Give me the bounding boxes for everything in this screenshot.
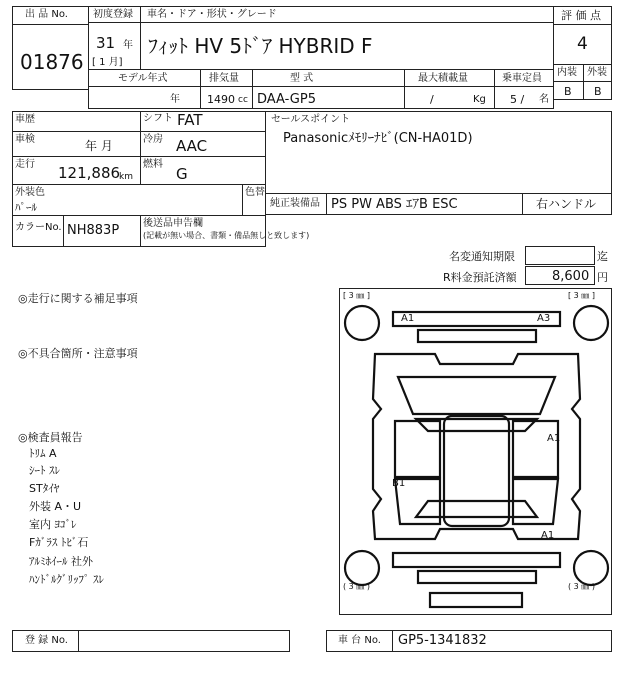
genuine-equipment-value: PS PW ABS ｴｱB ESC xyxy=(331,197,458,212)
max-load-value: / xyxy=(430,93,434,106)
defects-label: ◎不具合箇所・注意事項 xyxy=(18,347,138,360)
damage-mark: A1 xyxy=(541,530,555,541)
mileage-value: 121,886 xyxy=(58,164,121,182)
damage-mark: A3 xyxy=(537,313,551,324)
fuel-label: 燃料 xyxy=(143,159,163,170)
damage-mark: B1 xyxy=(392,478,406,489)
inspector-item: Fｶﾞﾗｽ ﾄﾋﾞ石 xyxy=(29,536,89,549)
recycle-fee: 8,600 xyxy=(552,269,590,284)
inspector-item: ﾊﾝﾄﾞﾙｸﾞﾘｯﾌﾟ ｽﾚ xyxy=(29,573,104,586)
aftermarket-label: 後送品申告欄 xyxy=(143,218,203,229)
car-name: ﾌｨｯﾄ HV 5ﾄﾞｱ HYBRID F xyxy=(148,34,373,58)
tire-depth-front-right: [ 3 ㎜ ] xyxy=(568,291,595,300)
overall-grade: 4 xyxy=(577,34,588,54)
damage-mark: A1 xyxy=(547,433,561,444)
first-reg-year: 31 xyxy=(96,34,116,52)
inspector-item: ﾄﾘﾑ A xyxy=(29,447,57,460)
steering-value: 右ハンドル xyxy=(536,197,597,211)
sales-points-label: セールスポイント xyxy=(271,114,351,125)
displacement-unit: cc xyxy=(238,95,248,105)
first-reg-label: 初度登録 xyxy=(93,9,133,20)
max-load-unit: Kg xyxy=(473,94,486,105)
max-load-label: 最大積載量 xyxy=(418,73,468,84)
year-unit: 年 xyxy=(123,40,133,51)
chassis-label: 車 台 No. xyxy=(338,635,381,646)
inspection-value: 年 月 xyxy=(85,139,113,153)
type-label: 型 式 xyxy=(290,73,314,84)
recycle-label: R料金預託済額 xyxy=(443,271,517,284)
car-diagram xyxy=(339,288,612,615)
lot-label: 出 品 No. xyxy=(25,9,68,20)
car-outline-drawing xyxy=(340,289,611,614)
name-change-label: 名変通知期限 xyxy=(449,250,515,263)
interior-label: 内装 xyxy=(557,67,577,78)
fuel-value: G xyxy=(176,165,188,183)
damage-mark: A1 xyxy=(401,313,415,324)
exterior-label: 外装 xyxy=(587,67,607,78)
name-change-unit: 迄 xyxy=(597,250,608,263)
tire-depth-rear-left: ( 3 ㎜ ) xyxy=(343,582,370,591)
sales-points-value: Panasonicﾒﾓﾘｰﾅﾋﾞ(CN-HA01D) xyxy=(283,131,473,146)
shift-value: FAT xyxy=(177,111,203,129)
genuine-equipment-label: 純正装備品 xyxy=(270,198,320,209)
inspector-item: ｱﾙﾐﾎｲｰﾙ 社外 xyxy=(29,555,93,568)
name-change-box xyxy=(525,246,595,265)
ac-value: AAC xyxy=(176,137,208,155)
inspector-item: 室内 ﾖｺﾞﾚ xyxy=(29,518,77,531)
inspection-label: 車検 xyxy=(15,134,35,145)
history-label: 車歴 xyxy=(15,114,35,125)
color-no-label: カラーNo. xyxy=(15,222,62,233)
exterior-color-value: ﾊﾟｰﾙ xyxy=(15,201,37,214)
capacity-value: 5 / xyxy=(510,93,525,106)
grade-label: 評 価 点 xyxy=(561,9,601,22)
chassis-number: GP5-1341832 xyxy=(398,633,487,648)
color-change-label: 色替 xyxy=(245,187,265,198)
model-year-label: モデル年式 xyxy=(118,73,168,84)
capacity-label: 乗車定員 xyxy=(502,73,542,84)
model-type: DAA-GP5 xyxy=(257,92,316,107)
mileage-label: 走行 xyxy=(15,159,35,170)
recycle-unit: 円 xyxy=(597,271,608,284)
lot-number: 01876 xyxy=(20,50,84,74)
inspector-report-label: ◎検査員報告 xyxy=(18,431,83,444)
displacement-label: 排気量 xyxy=(209,73,239,84)
inspector-item: 外装 A・U xyxy=(29,500,82,513)
interior-grade: B xyxy=(564,85,572,98)
shift-label: シフト xyxy=(143,113,173,124)
mileage-unit: km xyxy=(119,172,133,182)
capacity-unit: 名 xyxy=(539,94,549,105)
tire-depth-front-left: [ 3 ㎜ ] xyxy=(343,291,370,300)
exterior-color-label: 外装色 xyxy=(15,187,45,198)
car-name-label: 車名・ドア・形状・グレード xyxy=(147,9,277,20)
aftermarket-note: (記載が無い場合、書類・備品無しと致します) xyxy=(143,231,310,240)
displacement-value: 1490 xyxy=(207,93,235,106)
exterior-grade: B xyxy=(594,85,602,98)
ac-label: 冷房 xyxy=(143,134,163,145)
inspector-item: STﾀｲﾔ xyxy=(29,482,60,495)
driving-notes-label: ◎走行に関する補足事項 xyxy=(18,292,138,305)
tire-depth-rear-right: ( 3 ㎜ ) xyxy=(568,582,595,591)
color-no-value: NH883P xyxy=(67,223,120,238)
first-reg-month: [ 1 月] xyxy=(92,57,123,68)
model-year-unit: 年 xyxy=(170,94,180,105)
registration-label: 登 録 No. xyxy=(25,635,68,646)
inspector-item: ｼｰﾄ ｽﾚ xyxy=(29,464,60,477)
